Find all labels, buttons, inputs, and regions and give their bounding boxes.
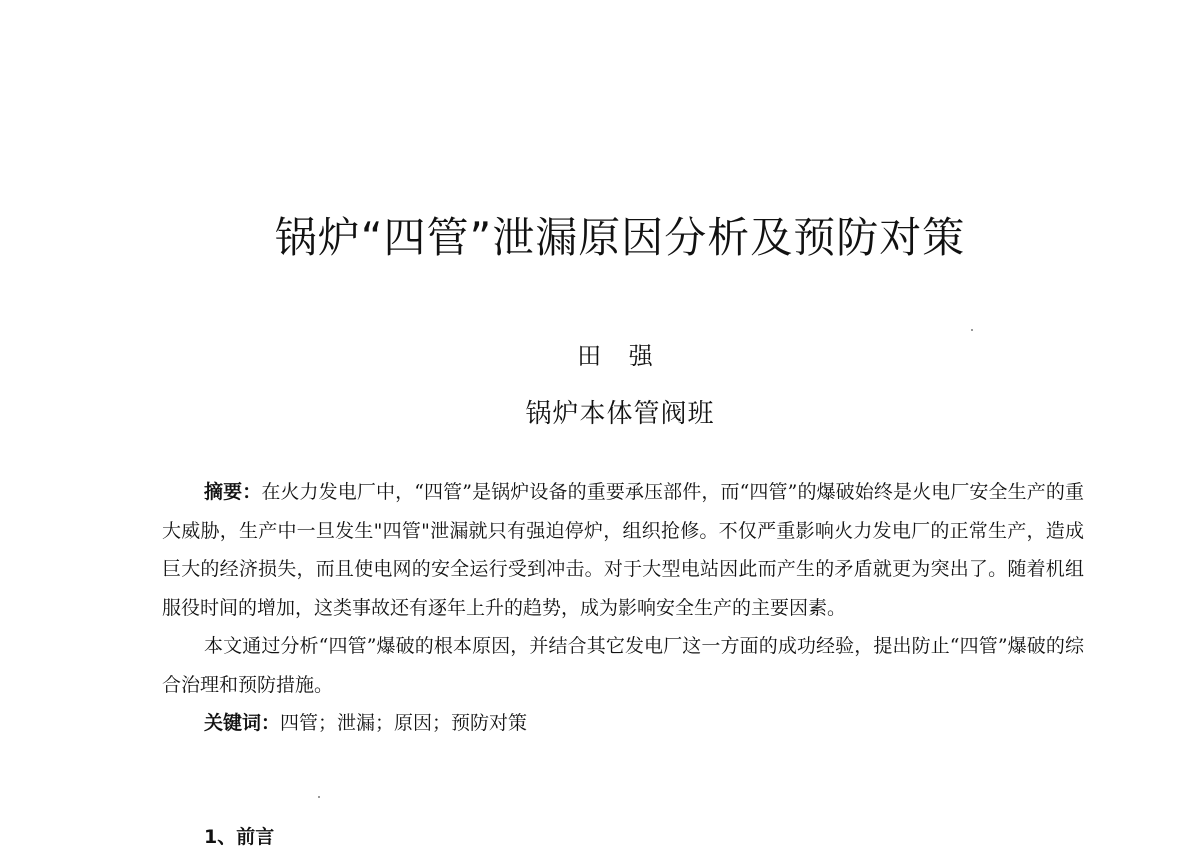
abstract-block: [162, 473, 1084, 743]
keywords-text: 四管；泄漏；原因；预防对策: [280, 712, 528, 734]
abstract-paragraph-1: [162, 473, 1084, 627]
abstract-text-1: 在火力发电厂中，“四管”是锅炉设备的重要承压部件，而“四管”的爆破始终是火电厂安全生产的重大威胁，生产中一旦发生"四管"泄漏就只有强迫停炉，组织抢修。不仅严重影响火力发电厂的正常生产，造成巨大的经济损失，而且使电网的安全运行受到冲击。对于大型电站因此而产生的矛盾就更为突出了。随着机组服役时间的增加，这类事故还有逐年上升的趋势，成为影响安全生产的主要因素。: [162, 481, 1084, 619]
author-affiliation: 锅炉本体管阀班: [525, 399, 715, 429]
keywords-label: 关键词：: [204, 712, 281, 734]
author-name: 田 强: [577, 342, 663, 370]
scan-speck: [971, 329, 973, 331]
section-heading-introduction: 1、前言: [204, 826, 275, 848]
abstract-label: 摘要：: [204, 481, 262, 503]
paper-title: 锅炉“四管”泄漏原因分析及预防对策: [274, 213, 966, 262]
scan-speck: [318, 796, 320, 798]
abstract-paragraph-2: 本文通过分析“四管”爆破的根本原因，并结合其它发电厂这一方面的成功经验，提出防止“四管”爆破的综合治理和预防措施。: [162, 635, 1084, 696]
keywords-line: [162, 704, 1084, 743]
